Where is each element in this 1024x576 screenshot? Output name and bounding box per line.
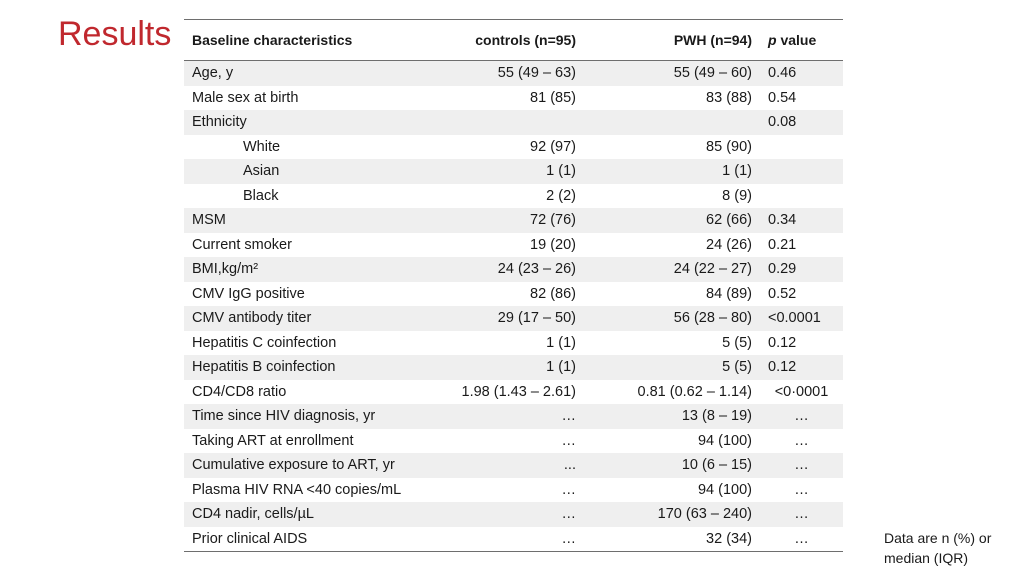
table-row bbox=[184, 306, 843, 331]
pwh-value: 24 (22 – 27) bbox=[584, 257, 760, 282]
controls-value: 1 (1) bbox=[438, 331, 584, 356]
controls-value: 92 (97) bbox=[438, 135, 584, 160]
table-row bbox=[184, 135, 843, 160]
p-value: <0·0001 bbox=[760, 380, 843, 405]
row-label: Hepatitis B coinfection bbox=[184, 355, 438, 380]
header-pwh: PWH (n=94) bbox=[584, 20, 760, 61]
p-value: … bbox=[760, 502, 843, 527]
controls-value: 2 (2) bbox=[438, 184, 584, 209]
pwh-value: 13 (8 – 19) bbox=[584, 404, 760, 429]
baseline-table-container bbox=[184, 19, 843, 552]
controls-value: 19 (20) bbox=[438, 233, 584, 258]
controls-value: … bbox=[438, 527, 584, 552]
table-row bbox=[184, 527, 843, 552]
controls-value: 1 (1) bbox=[438, 355, 584, 380]
p-value: 0.46 bbox=[760, 61, 843, 86]
row-label: Taking ART at enrollment bbox=[184, 429, 438, 454]
table-row bbox=[184, 86, 843, 111]
controls-value: 72 (76) bbox=[438, 208, 584, 233]
pwh-value: 83 (88) bbox=[584, 86, 760, 111]
p-value: 0.12 bbox=[760, 331, 843, 356]
p-value bbox=[760, 135, 843, 160]
pwh-value: 32 (34) bbox=[584, 527, 760, 552]
pwh-value: 0.81 (0.62 – 1.14) bbox=[584, 380, 760, 405]
pwh-value: 94 (100) bbox=[584, 478, 760, 503]
table-row bbox=[184, 404, 843, 429]
controls-value: … bbox=[438, 502, 584, 527]
table-header-row bbox=[184, 20, 843, 61]
pwh-value: 84 (89) bbox=[584, 282, 760, 307]
p-value bbox=[760, 184, 843, 209]
p-value: 0.54 bbox=[760, 86, 843, 111]
row-label: CMV IgG positive bbox=[184, 282, 438, 307]
controls-value: 1 (1) bbox=[438, 159, 584, 184]
row-label: Hepatitis C coinfection bbox=[184, 331, 438, 356]
table-row bbox=[184, 159, 843, 184]
table-row bbox=[184, 61, 843, 86]
controls-value: 29 (17 – 50) bbox=[438, 306, 584, 331]
row-label: MSM bbox=[184, 208, 438, 233]
p-value: 0.12 bbox=[760, 355, 843, 380]
pwh-value: 1 (1) bbox=[584, 159, 760, 184]
pwh-value: 24 (26) bbox=[584, 233, 760, 258]
pwh-value: 55 (49 – 60) bbox=[584, 61, 760, 86]
table-body bbox=[184, 61, 843, 552]
pwh-value: 5 (5) bbox=[584, 355, 760, 380]
p-value: … bbox=[760, 527, 843, 552]
table-row bbox=[184, 453, 843, 478]
table-row bbox=[184, 478, 843, 503]
row-label: CD4/CD8 ratio bbox=[184, 380, 438, 405]
row-label: Plasma HIV RNA <40 copies/mL bbox=[184, 478, 438, 503]
header-controls: controls (n=95) bbox=[438, 20, 584, 61]
pwh-value: 94 (100) bbox=[584, 429, 760, 454]
pwh-value: 8 (9) bbox=[584, 184, 760, 209]
p-value: 0.08 bbox=[760, 110, 843, 135]
controls-value: 1.98 (1.43 – 2.61) bbox=[438, 380, 584, 405]
table-row bbox=[184, 429, 843, 454]
p-value: 0.21 bbox=[760, 233, 843, 258]
p-value: 0.34 bbox=[760, 208, 843, 233]
pwh-value: 62 (66) bbox=[584, 208, 760, 233]
row-label: CD4 nadir, cells/µL bbox=[184, 502, 438, 527]
controls-value: 55 (49 – 63) bbox=[438, 61, 584, 86]
table-row bbox=[184, 331, 843, 356]
header-p-italic: p bbox=[768, 32, 777, 48]
header-characteristic: Baseline characteristics bbox=[184, 20, 438, 61]
header-p-value bbox=[760, 20, 843, 61]
controls-value: 81 (85) bbox=[438, 86, 584, 111]
p-value: … bbox=[760, 429, 843, 454]
table-row bbox=[184, 110, 843, 135]
table-row bbox=[184, 355, 843, 380]
row-label: Male sex at birth bbox=[184, 86, 438, 111]
controls-value: … bbox=[438, 429, 584, 454]
p-value: … bbox=[760, 404, 843, 429]
pwh-value: 85 (90) bbox=[584, 135, 760, 160]
row-label: Time since HIV diagnosis, yr bbox=[184, 404, 438, 429]
controls-value: ... bbox=[438, 453, 584, 478]
controls-value: 24 (23 – 26) bbox=[438, 257, 584, 282]
row-label: CMV antibody titer bbox=[184, 306, 438, 331]
row-label: Asian bbox=[184, 159, 438, 184]
controls-value: … bbox=[438, 478, 584, 503]
controls-value: 82 (86) bbox=[438, 282, 584, 307]
pwh-value: 170 (63 – 240) bbox=[584, 502, 760, 527]
baseline-characteristics-table bbox=[184, 19, 843, 552]
p-value: … bbox=[760, 478, 843, 503]
footnote bbox=[884, 528, 1014, 568]
pwh-value: 10 (6 – 15) bbox=[584, 453, 760, 478]
header-p-rest: value bbox=[776, 32, 817, 48]
footnote-line-1: Data are n (%) or bbox=[884, 530, 992, 546]
footnote-line-2: median (IQR) bbox=[884, 550, 969, 566]
controls-value bbox=[438, 110, 584, 135]
p-value: 0.29 bbox=[760, 257, 843, 282]
controls-value: … bbox=[438, 404, 584, 429]
row-label: BMI,kg/m² bbox=[184, 257, 438, 282]
p-value bbox=[760, 159, 843, 184]
row-label: Age, y bbox=[184, 61, 438, 86]
pwh-value: 5 (5) bbox=[584, 331, 760, 356]
table-row bbox=[184, 184, 843, 209]
row-label: White bbox=[184, 135, 438, 160]
pwh-value bbox=[584, 110, 760, 135]
row-label: Black bbox=[184, 184, 438, 209]
slide-title: Results bbox=[58, 15, 172, 53]
p-value: 0.52 bbox=[760, 282, 843, 307]
p-value: … bbox=[760, 453, 843, 478]
pwh-value: 56 (28 – 80) bbox=[584, 306, 760, 331]
row-label: Prior clinical AIDS bbox=[184, 527, 438, 552]
table-row bbox=[184, 233, 843, 258]
row-label: Ethnicity bbox=[184, 110, 438, 135]
table-row bbox=[184, 257, 843, 282]
p-value: <0.0001 bbox=[760, 306, 843, 331]
row-label: Current smoker bbox=[184, 233, 438, 258]
row-label: Cumulative exposure to ART, yr bbox=[184, 453, 438, 478]
table-row bbox=[184, 282, 843, 307]
table-row bbox=[184, 502, 843, 527]
table-row bbox=[184, 208, 843, 233]
table-row bbox=[184, 380, 843, 405]
